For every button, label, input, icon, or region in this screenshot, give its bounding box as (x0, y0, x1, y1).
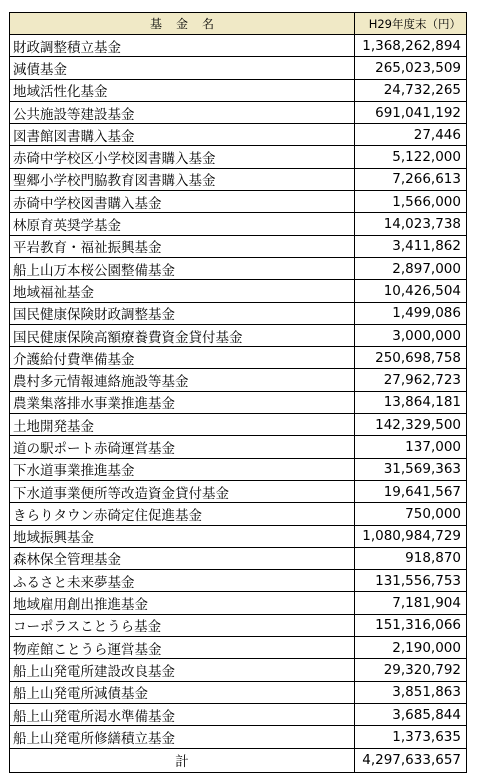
table-row (10, 124, 467, 146)
fund-amount-cell: 3,851,863 (355, 681, 467, 703)
table-footer (10, 748, 467, 772)
fund-amount-cell: 691,041,192 (355, 101, 467, 123)
table-row (10, 146, 467, 168)
header-row (10, 13, 467, 35)
fund-amount-cell: 24,732,265 (355, 79, 467, 101)
fund-amount-cell: 27,962,723 (355, 369, 467, 391)
fund-amount-cell: 250,698,758 (355, 347, 467, 369)
table-row (10, 726, 467, 748)
fund-name-cell: 図書館図書購入基金 (10, 124, 355, 146)
fund-amount-cell: 1,368,262,894 (355, 35, 467, 57)
table-header (10, 13, 467, 35)
table-row (10, 324, 467, 346)
table-row (10, 570, 467, 592)
fund-name-cell: 船上山発電所修繕積立基金 (10, 726, 355, 748)
fund-amount-cell: 3,411,862 (355, 235, 467, 257)
fund-name-cell: 下水道事業推進基金 (10, 458, 355, 480)
fund-amount-cell: 29,320,792 (355, 659, 467, 681)
table-row (10, 681, 467, 703)
fund-name-cell: 土地開発基金 (10, 414, 355, 436)
fund-amount-cell: 7,181,904 (355, 592, 467, 614)
fund-name-cell: 地域振興基金 (10, 525, 355, 547)
fund-amount-cell: 1,499,086 (355, 302, 467, 324)
table-row (10, 280, 467, 302)
fund-amount-cell: 14,023,738 (355, 213, 467, 235)
fund-amount-cell: 918,870 (355, 547, 467, 569)
fund-name-cell: 国民健康保険財政調整基金 (10, 302, 355, 324)
fund-amount-cell: 13,864,181 (355, 391, 467, 413)
table-row (10, 35, 467, 57)
fund-amount-cell: 10,426,504 (355, 280, 467, 302)
total-label: 計 (10, 748, 355, 772)
fund-balance-table-container (9, 12, 467, 773)
fund-name-cell: 下水道事業便所等改造資金貸付基金 (10, 480, 355, 502)
fund-name-cell: 公共施設等建設基金 (10, 101, 355, 123)
fund-name-cell: 地域活性化基金 (10, 79, 355, 101)
fund-name-cell: ふるさと未来夢基金 (10, 570, 355, 592)
table-row (10, 480, 467, 502)
fund-name-cell: 道の駅ポート赤碕運営基金 (10, 436, 355, 458)
table-row (10, 235, 467, 257)
fund-amount-cell: 2,897,000 (355, 257, 467, 279)
fund-amount-cell: 3,685,844 (355, 703, 467, 725)
fund-name-cell: 地域福祉基金 (10, 280, 355, 302)
table-row (10, 703, 467, 725)
table-row (10, 637, 467, 659)
column-header-fund-name: 基金名 (10, 13, 355, 35)
fund-amount-cell: 5,122,000 (355, 146, 467, 168)
fund-amount-cell: 3,000,000 (355, 324, 467, 346)
table-row (10, 525, 467, 547)
table-row (10, 659, 467, 681)
table-row (10, 414, 467, 436)
fund-name-cell: 地域雇用創出推進基金 (10, 592, 355, 614)
fund-amount-cell: 131,556,753 (355, 570, 467, 592)
table-row (10, 168, 467, 190)
fund-name-cell: 介護給付費準備基金 (10, 347, 355, 369)
fund-name-cell: 農村多元情報連絡施設等基金 (10, 369, 355, 391)
fund-amount-cell: 19,641,567 (355, 480, 467, 502)
table-row (10, 458, 467, 480)
fund-name-cell: 森林保全管理基金 (10, 547, 355, 569)
table-row (10, 257, 467, 279)
fund-name-cell: 赤碕中学校図書購入基金 (10, 191, 355, 213)
fund-amount-cell: 27,446 (355, 124, 467, 146)
table-body (10, 35, 467, 749)
fund-amount-cell: 7,266,613 (355, 168, 467, 190)
fund-amount-cell: 1,566,000 (355, 191, 467, 213)
table-row (10, 213, 467, 235)
fund-name-cell: 聖郷小学校門脇教育図書購入基金 (10, 168, 355, 190)
table-row (10, 79, 467, 101)
fund-name-cell: きらりタウン赤碕定住促進基金 (10, 503, 355, 525)
fund-name-cell: 物産館ことうら運営基金 (10, 637, 355, 659)
table-row (10, 347, 467, 369)
fund-name-cell: 船上山発電所減債基金 (10, 681, 355, 703)
table-row (10, 369, 467, 391)
fund-name-cell: 減債基金 (10, 57, 355, 79)
total-row (10, 748, 467, 772)
fund-amount-cell: 151,316,066 (355, 614, 467, 636)
fund-name-cell: 国民健康保険高額療養費資金貸付基金 (10, 324, 355, 346)
table-row (10, 614, 467, 636)
fund-amount-cell: 750,000 (355, 503, 467, 525)
table-row (10, 57, 467, 79)
table-row (10, 503, 467, 525)
fund-amount-cell: 265,023,509 (355, 57, 467, 79)
fund-amount-cell: 31,569,363 (355, 458, 467, 480)
fund-balance-table (9, 12, 467, 773)
fund-name-cell: 船上山発電所建設改良基金 (10, 659, 355, 681)
fund-name-cell: 船上山万本桜公園整備基金 (10, 257, 355, 279)
fund-amount-cell: 142,329,500 (355, 414, 467, 436)
table-row (10, 436, 467, 458)
table-row (10, 101, 467, 123)
table-row (10, 191, 467, 213)
fund-name-cell: 林原育英奨学基金 (10, 213, 355, 235)
total-amount: 4,297,633,657 (355, 748, 467, 772)
fund-amount-cell: 137,000 (355, 436, 467, 458)
fund-amount-cell: 1,080,984,729 (355, 525, 467, 547)
fund-name-cell: 赤碕中学校区小学校図書購入基金 (10, 146, 355, 168)
table-row (10, 302, 467, 324)
fund-amount-cell: 2,190,000 (355, 637, 467, 659)
column-header-amount: H29年度末（円） (355, 13, 467, 35)
table-row (10, 547, 467, 569)
table-row (10, 592, 467, 614)
fund-name-cell: コーポラスことうら基金 (10, 614, 355, 636)
table-row (10, 391, 467, 413)
fund-amount-cell: 1,373,635 (355, 726, 467, 748)
fund-name-cell: 財政調整積立基金 (10, 35, 355, 57)
fund-name-cell: 平岩教育・福祉振興基金 (10, 235, 355, 257)
fund-name-cell: 船上山発電所渇水準備基金 (10, 703, 355, 725)
fund-name-cell: 農業集落排水事業推進基金 (10, 391, 355, 413)
